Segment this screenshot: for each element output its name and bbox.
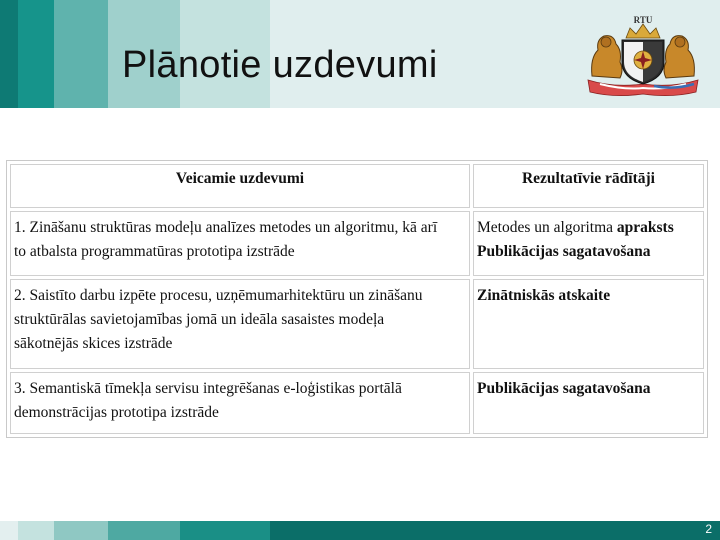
footer-stripe xyxy=(18,521,54,540)
result-text-bold: Zinātniskās atskaite xyxy=(477,287,611,304)
result-text-bold: Publikācijas sagatavošana xyxy=(477,243,651,260)
footer-stripe xyxy=(0,521,18,540)
result-line xyxy=(477,216,700,240)
task-text-line: 3. Semantiskā tīmekļa servisu integrēšanas e-loģistikas portālā xyxy=(14,380,402,397)
task-cell xyxy=(10,211,470,276)
footer-stripe xyxy=(180,521,270,540)
result-cell xyxy=(473,372,704,434)
result-line xyxy=(477,240,700,264)
table-header-row xyxy=(10,164,704,208)
footer-stripe xyxy=(54,521,108,540)
task-text-line: demonstrācijas prototipa izstrāde xyxy=(14,404,219,421)
task-text-line: struktūrālas savietojamības jomā un ideāla sasaistes modeļa xyxy=(14,311,385,328)
rtu-coat-of-arms-logo xyxy=(584,14,702,98)
task-text-line: sākotnējās skices izstrāde xyxy=(14,335,173,352)
column-header-tasks: Veicamie uzdevumi xyxy=(10,164,470,208)
footer-stripe xyxy=(108,521,180,540)
task-cell xyxy=(10,372,470,434)
footer-stripe xyxy=(270,521,720,540)
svg-text:RTU: RTU xyxy=(633,15,653,25)
table-row xyxy=(10,279,704,369)
page-number: 2 xyxy=(705,522,712,536)
slide-footer xyxy=(0,521,720,540)
tasks-table-grid xyxy=(7,161,707,437)
result-text-bold: apraksts xyxy=(616,219,674,236)
slide-title: Plānotie uzdevumi xyxy=(122,44,438,86)
header-stripe xyxy=(18,0,54,108)
header-stripe xyxy=(0,0,18,108)
tasks-table xyxy=(6,160,708,438)
task-text-line: 2. Saistīto darbu izpēte procesu, uzņēmumarhitektūru un zināšanu xyxy=(14,287,423,304)
table-row xyxy=(10,211,704,276)
table-row xyxy=(10,372,704,434)
task-text-line: 1. Zināšanu struktūras modeļu analīzes metodes un algoritmu, kā arī xyxy=(14,219,438,236)
result-text-bold: Publikācijas sagatavošana xyxy=(477,380,651,397)
header-stripe xyxy=(54,0,108,108)
task-cell xyxy=(10,279,470,369)
result-cell xyxy=(473,279,704,369)
slide-header xyxy=(0,0,720,108)
result-cell xyxy=(473,211,704,276)
result-text: Metodes un algoritma xyxy=(477,219,617,236)
task-text-line: to atbalsta programmatūras prototipa izstrāde xyxy=(14,243,295,260)
column-header-results: Rezultatīvie rādītāji xyxy=(473,164,704,208)
